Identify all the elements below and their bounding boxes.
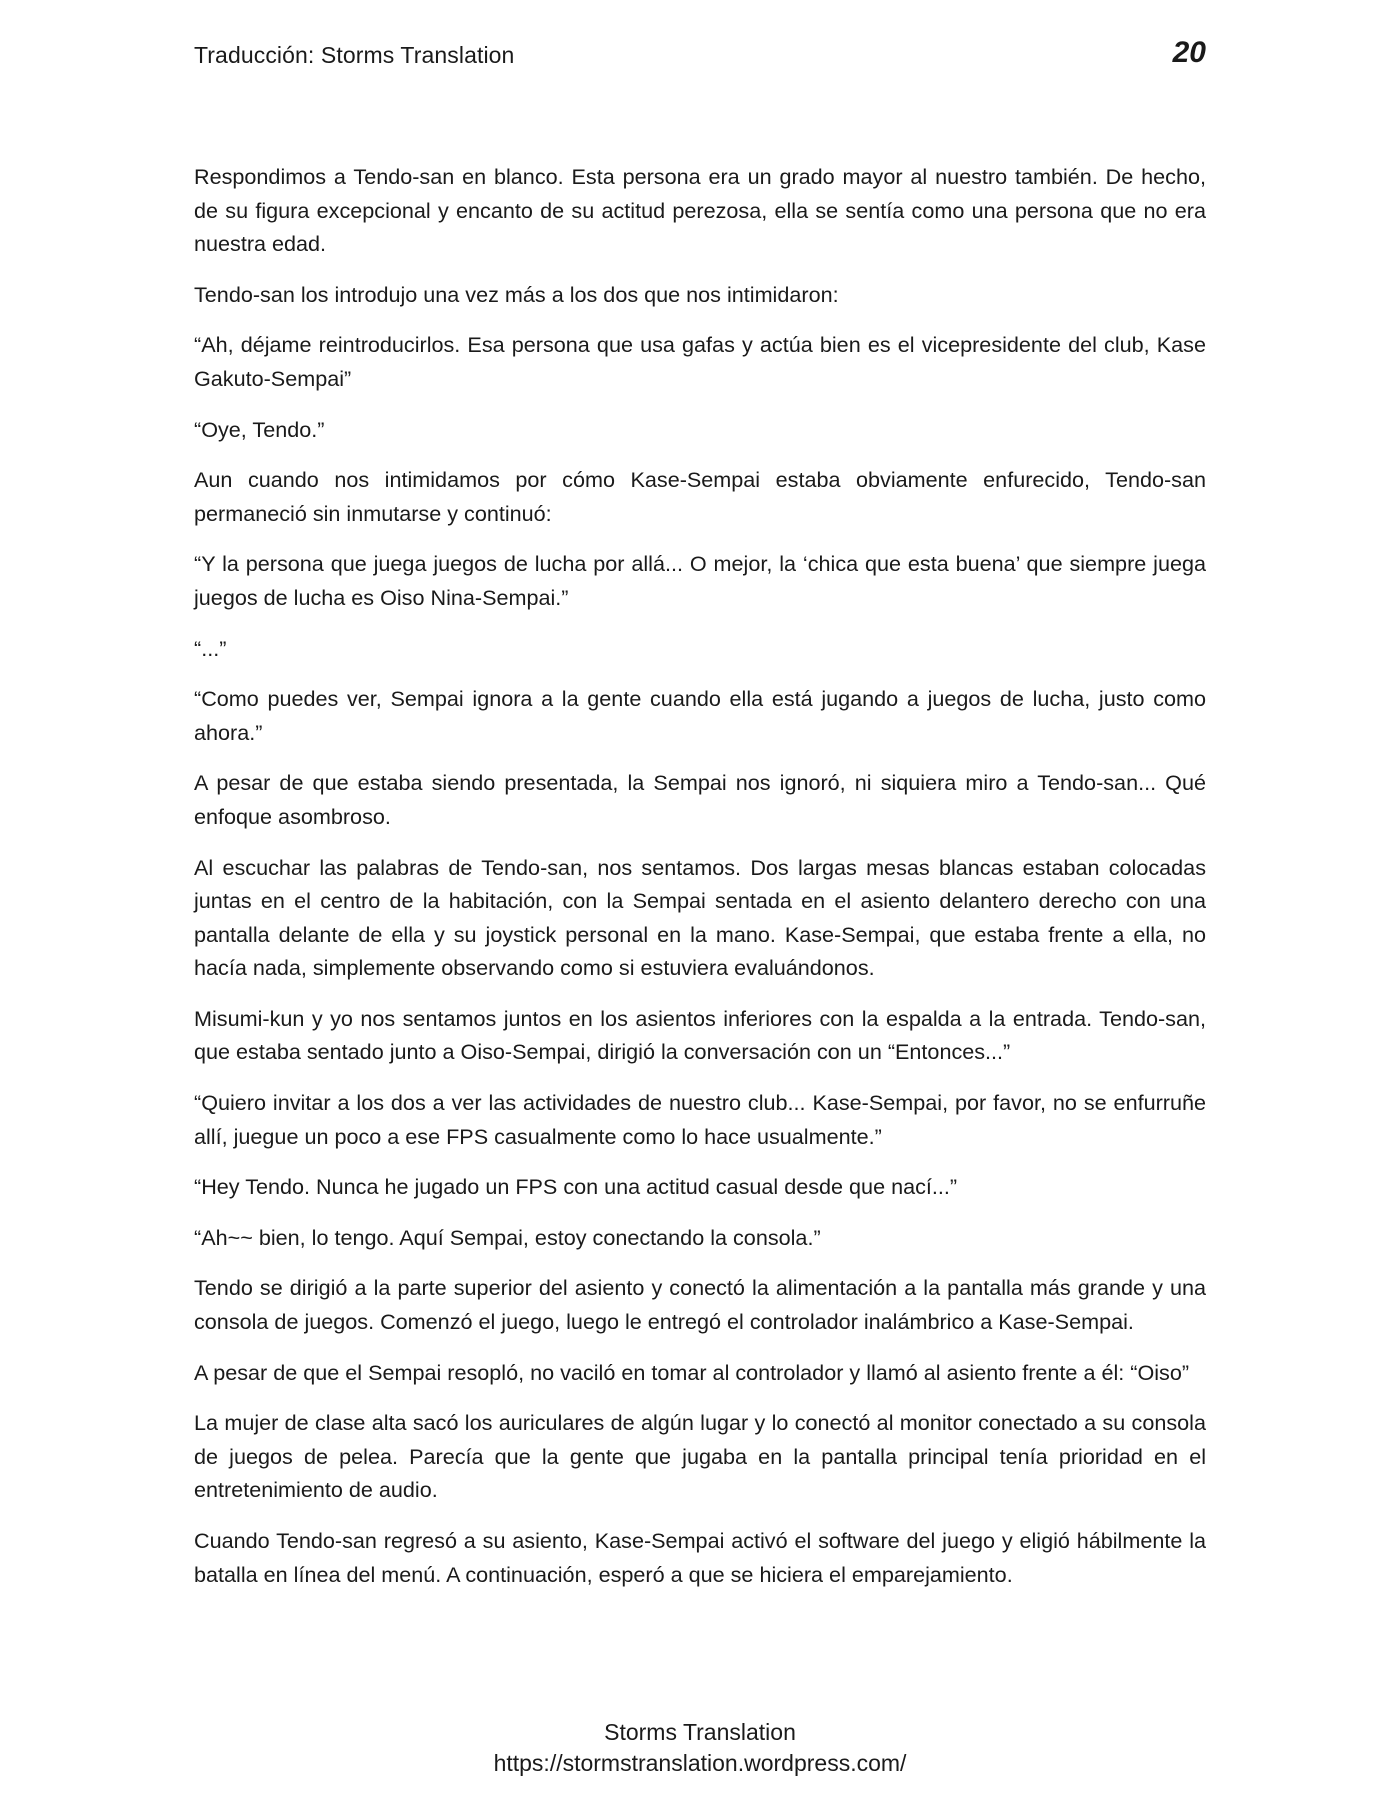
paragraph: A pesar de que el Sempai resopló, no vaciló en tomar al controlador y llamó al asiento frente a él: “Oiso”	[194, 1359, 1190, 1385]
paragraph: Misumi-kun y yo nos sentamos juntos en los asientos inferiores con la espalda a la entrada. Tendo-san, que estaba sentado junto a Oiso-Sempai, dirigió la conversación con un “Entonces...”	[194, 1005, 1206, 1065]
paragraph: “Hey Tendo. Nunca he jugado un FPS con una actitud casual desde que nací...”	[194, 1174, 958, 1200]
paragraph: Respondimos a Tendo-san en blanco. Esta persona era un grado mayor al nuestro también. De hecho, de su figura excepcional y encanto de su actitud perezosa, ella se sentía como una persona que no era nuestra edad.	[194, 164, 1206, 257]
paragraph: “Quiero invitar a los dos a ver las actividades de nuestro club... Kase-Sempai, por favor, no se enfurruñe allí, juegue un poco a ese FPS casualmente como lo hace usualmente.”	[194, 1090, 1206, 1149]
page-footer	[0, 1717, 1400, 1779]
paragraph: Cuando Tendo-san regresó a su asiento, Kase-Sempai activó el software del juego y eligió hábilmente la batalla en línea del menú. A continuación, esperó a que se hiciera el emparejamiento.	[194, 1528, 1206, 1587]
footer-site-name: Storms Translation	[604, 1719, 796, 1745]
paragraph: “Ah, déjame reintroducirlos. Esa persona que usa gafas y actúa bien es el vicepresidente del club, Kase Gakuto-Sempai”	[194, 332, 1206, 391]
paragraph: Tendo se dirigió a la parte superior del asiento y conectó la alimentación a la pantalla más grande y una consola de juegos. Comenzó el juego, luego le entregó el controlador inalámbrico a Kase-Sempai.	[194, 1275, 1206, 1335]
paragraph: “Y la persona que juega juegos de lucha por allá... O mejor, la ‘chica que esta buena’ que siempre juega juegos de lucha es Oiso Nina-Sempai.”	[194, 551, 1206, 610]
paragraph: “Como puedes ver, Sempai ignora a la gente cuando ella está jugando a juegos de lucha, justo como ahora.”	[194, 686, 1206, 745]
paragraph: La mujer de clase alta sacó los auriculares de algún lugar y lo conectó al monitor conectado a su consola de juegos de pelea. Parecía que la gente que jugaba en la pantalla principal tenía prioridad en el entretenimiento de audio.	[194, 1410, 1206, 1503]
paragraph: Tendo-san los introdujo una vez más a los dos que nos intimidaron:	[194, 281, 839, 307]
paragraph: “Ah~~ bien, lo tengo. Aquí Sempai, estoy conectando la consola.”	[194, 1224, 821, 1250]
paragraph: Al escuchar las palabras de Tendo-san, nos sentamos. Dos largas mesas blancas estaban colocadas juntas en el centro de la habitación, con la Sempai sentada en el asiento delantero derecho con una pantalla delante de ella y su joystick personal en la mano. Kase-Sempai, que estaba frente a ella, no hacía nada, simplemente observando como si estuviera evaluándonos.	[194, 854, 1206, 981]
body-text	[194, 160, 1206, 1608]
page-number: 20	[1172, 36, 1206, 69]
paragraph: “Oye, Tendo.”	[194, 416, 325, 442]
paragraph: A pesar de que estaba siendo presentada, la Sempai nos ignoró, ni siquiera miro a Tendo-san... Qué enfoque asombroso.	[194, 770, 1206, 829]
paragraph: “...”	[194, 635, 227, 661]
header-translator-credit: Traducción: Storms Translation	[194, 42, 515, 68]
footer-url: https://stormstranslation.wordpress.com/	[493, 1750, 907, 1776]
paragraph: Aun cuando nos intimidamos por cómo Kase-Sempai estaba obviamente enfurecido, Tendo-san permaneció sin inmutarse y continuó:	[194, 467, 1206, 526]
